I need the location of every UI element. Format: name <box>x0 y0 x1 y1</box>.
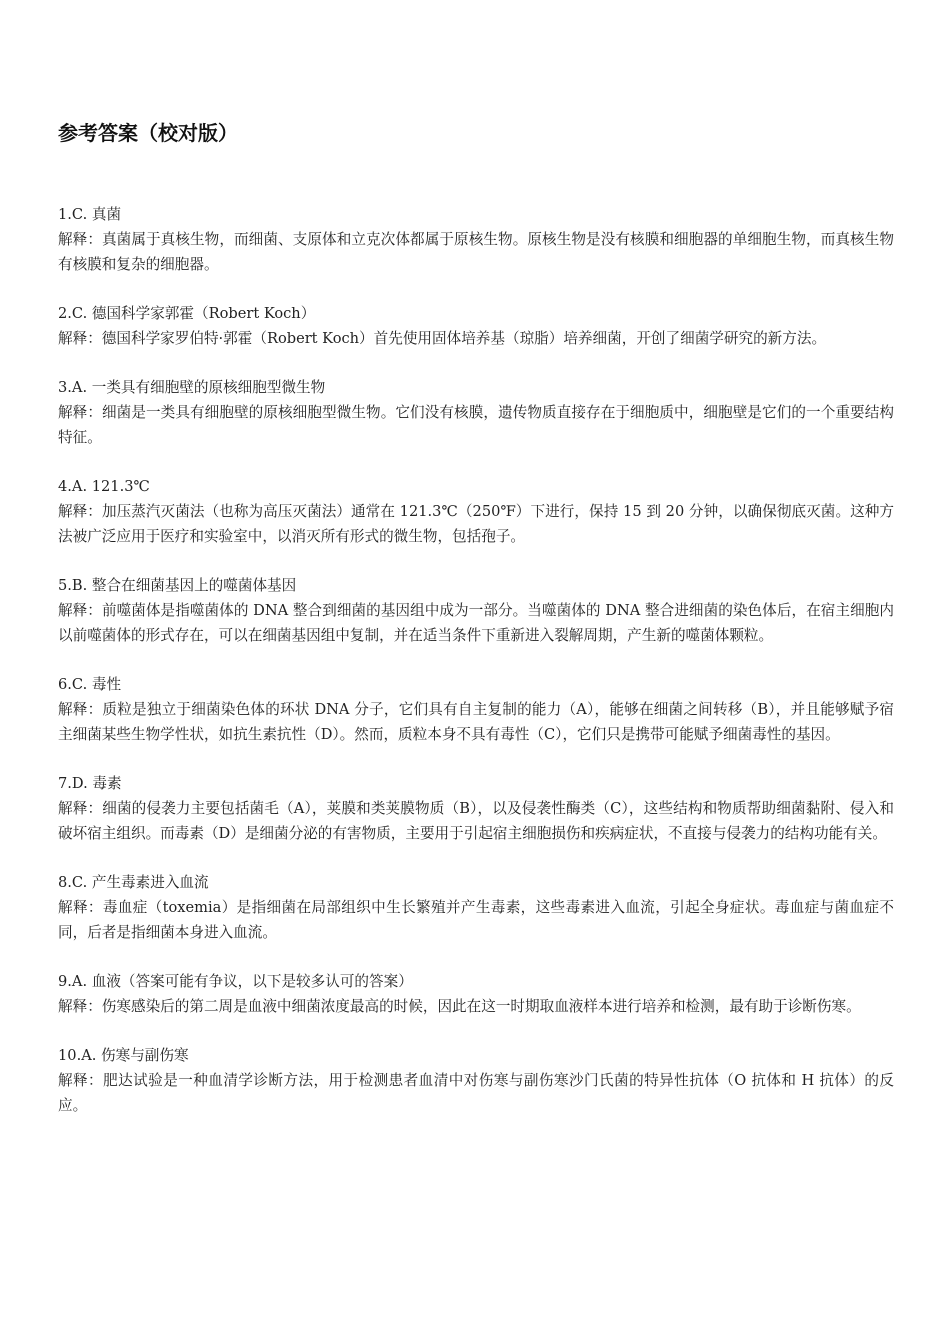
answer-item-10 <box>58 1043 894 1118</box>
answer-choice: 9.A. 血液（答案可能有争议，以下是较多认可的答案） <box>58 973 413 990</box>
answer-item-4 <box>58 474 894 549</box>
answer-explanation: 解释：加压蒸汽灭菌法（也称为高压灭菌法）通常在 121.3℃（250℉）下进行，保持 15 到 20 分钟，以确保彻底灭菌。这种方法被广泛应用于医疗和实验室中，以消灭所有形式的微生物，包括孢子。 <box>58 503 894 545</box>
answer-explanation: 解释：细菌的侵袭力主要包括菌毛（A），荚膜和类荚膜物质（B），以及侵袭性酶类（C），这些结构和物质帮助细菌黏附、侵入和破坏宿主组织。而毒素（D）是细菌分泌的有害物质，主要用于引起宿主细胞损伤和疾病症状，不直接与侵袭力的结构功能有关。 <box>58 800 894 842</box>
page-title: 参考答案（校对版） <box>58 121 238 145</box>
answer-item-2 <box>58 301 894 351</box>
answer-explanation: 解释：真菌属于真核生物，而细菌、支原体和立克次体都属于原核生物。原核生物是没有核膜和细胞器的单细胞生物，而真核生物有核膜和复杂的细胞器。 <box>58 231 894 273</box>
answer-explanation: 解释：德国科学家罗伯特·郭霍（Robert Koch）首先使用固体培养基（琼脂）培养细菌，开创了细菌学研究的新方法。 <box>58 330 827 347</box>
answer-explanation: 解释：质粒是独立于细菌染色体的环状 DNA 分子，它们具有自主复制的能力（A），能够在细菌之间转移（B），并且能够赋予宿主细菌某些生物学性状，如抗生素抗性（D）。然而，质粒本身不具有毒性（C），它们只是携带可能赋予细菌毒性的基因。 <box>58 701 894 743</box>
answer-item-1 <box>58 202 894 277</box>
answer-item-7 <box>58 771 894 846</box>
answer-item-3 <box>58 375 894 450</box>
answer-explanation: 解释：细菌是一类具有细胞壁的原核细胞型微生物。它们没有核膜，遗传物质直接存在于细胞质中，细胞壁是它们的一个重要结构特征。 <box>58 404 894 446</box>
answer-item-5 <box>58 573 894 648</box>
answer-choice: 3.A. 一类具有细胞壁的原核细胞型微生物 <box>58 379 326 396</box>
answer-item-8 <box>58 870 894 945</box>
answer-choice: 8.C. 产生毒素进入血流 <box>58 874 209 891</box>
answer-item-9 <box>58 969 894 1019</box>
answer-choice: 2.C. 德国科学家郭霍（Robert Koch） <box>58 305 316 322</box>
answer-choice: 1.C. 真菌 <box>58 206 122 223</box>
answer-explanation: 解释：伤寒感染后的第二周是血液中细菌浓度最高的时候，因此在这一时期取血液样本进行培养和检测，最有助于诊断伤寒。 <box>58 998 861 1015</box>
document-page <box>58 118 894 1142</box>
answer-choice: 5.B. 整合在细菌基因上的噬菌体基因 <box>58 577 297 594</box>
answer-list <box>58 202 894 1118</box>
answer-choice: 4.A. 121.3℃ <box>58 478 150 495</box>
answer-item-6 <box>58 672 894 747</box>
answer-explanation: 解释：肥达试验是一种血清学诊断方法，用于检测患者血清中对伤寒与副伤寒沙门氏菌的特异性抗体（O 抗体和 H 抗体）的反应。 <box>58 1072 894 1114</box>
answer-explanation: 解释：前噬菌体是指噬菌体的 DNA 整合到细菌的基因组中成为一部分。当噬菌体的 DNA 整合进细菌的染色体后，在宿主细胞内以前噬菌体的形式存在，可以在细菌基因组中复制，并在适当条件下重新进入裂解周期，产生新的噬菌体颗粒。 <box>58 602 894 644</box>
answer-explanation: 解释：毒血症（toxemia）是指细菌在局部组织中生长繁殖并产生毒素，这些毒素进入血流，引起全身症状。毒血症与菌血症不同，后者是指细菌本身进入血流。 <box>58 899 894 941</box>
answer-choice: 10.A. 伤寒与副伤寒 <box>58 1047 189 1064</box>
answer-choice: 7.D. 毒素 <box>58 775 122 792</box>
answer-choice: 6.C. 毒性 <box>58 676 122 693</box>
